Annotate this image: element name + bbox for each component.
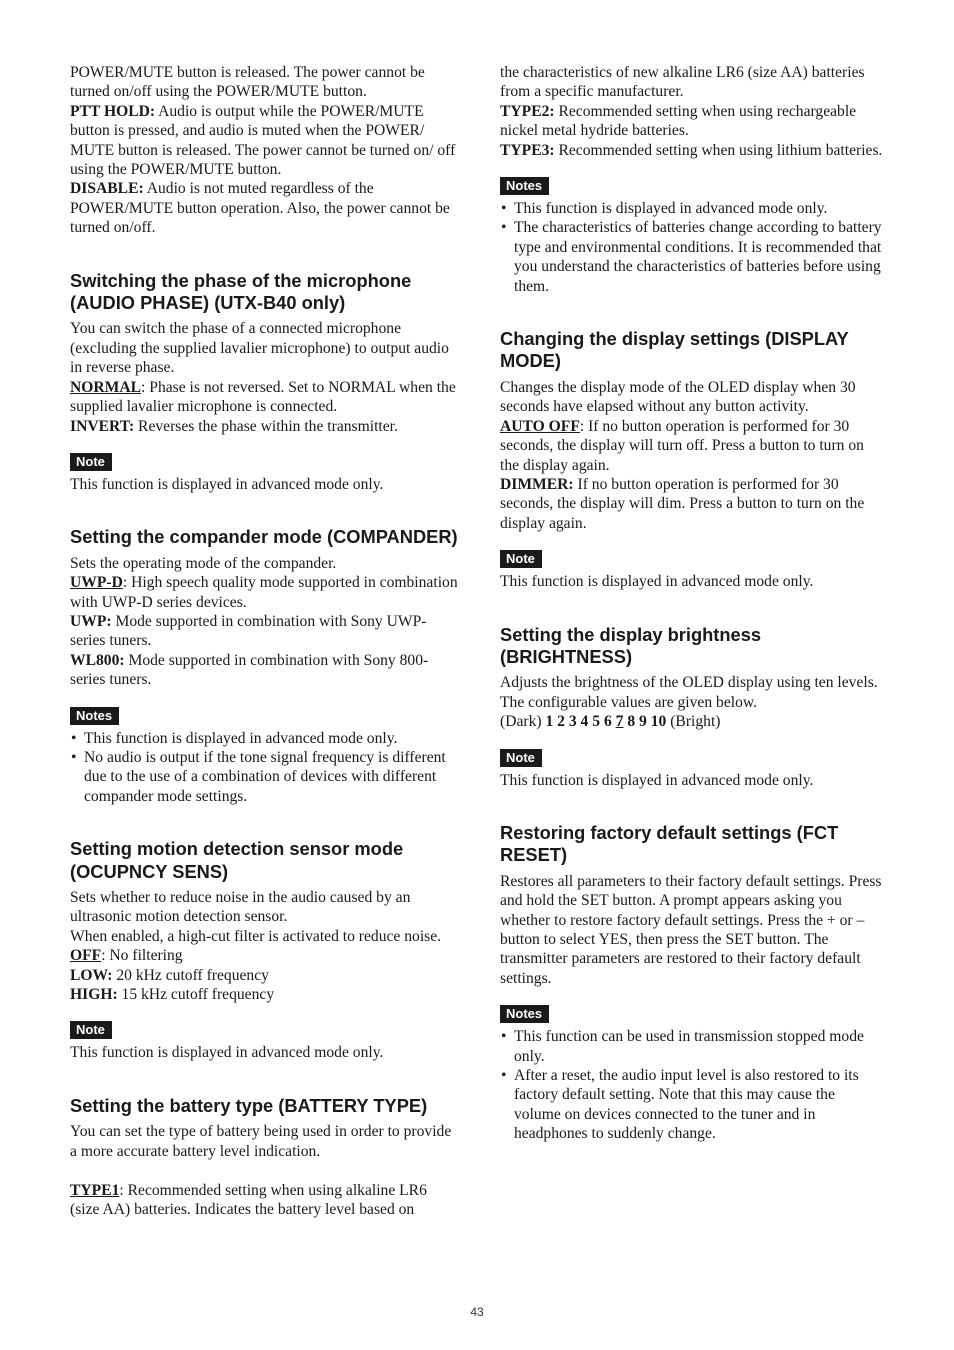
notes-badge: Notes: [500, 1005, 549, 1023]
note-badge: Note: [500, 749, 542, 767]
note-block: [500, 749, 884, 790]
section-display-mode: [500, 328, 884, 591]
option-label-default: OFF: [70, 947, 102, 965]
section-heading: Switching the phase of the microphone (AUDIO PHASE) (UTX-B40 only): [70, 269, 412, 314]
dark-label: (Dark): [500, 713, 546, 731]
option-label: INVERT:: [70, 417, 135, 435]
section-heading: Setting the display brightness (BRIGHTNESS): [500, 623, 762, 667]
notes-list: [500, 199, 884, 296]
option-text: : No filtering: [101, 947, 183, 965]
list-item: • No audio is output if the tone signal frequency is different due to the use of a combination of devices with different compander mode settings.: [70, 748, 458, 806]
brightness-scale: [500, 712, 884, 731]
uwpd-option: [70, 573, 458, 612]
uwp-option: [70, 612, 458, 651]
section-brightness: [500, 624, 884, 790]
section-description: Changes the display mode of the OLED display when 30 seconds have elapsed without any button activity.: [500, 378, 856, 416]
dimmer-option: [500, 475, 884, 533]
note-block: [70, 1021, 458, 1062]
notes-list: [500, 1027, 884, 1143]
option-text: Recommended setting when using rechargeable nickel metal hydride batteries.: [500, 102, 857, 140]
section-heading: Restoring factory default settings (FCT RESET): [500, 821, 839, 866]
normal-option: [70, 378, 458, 417]
option-label: PTT HOLD:: [70, 102, 156, 120]
option-label-default: UWP-D: [70, 574, 123, 592]
notes-list: [70, 729, 458, 807]
option-label: HIGH:: [70, 986, 118, 1004]
section-heading: Changing the display settings (DISPLAY MODE): [500, 328, 849, 372]
option-text: Audio is output while the POWER/MUTE button is pressed, and audio is muted when the POWER/ MUTE button is released. The power cannot be turned on/ off using the POWER/MUTE button.: [70, 102, 456, 179]
option-label: UWP:: [70, 612, 112, 630]
section-description: You can set the type of battery being used in order to provide a more accurate battery level indication.: [70, 1123, 452, 1160]
section-description: Adjusts the brightness of the OLED display using ten levels.: [500, 674, 878, 692]
page-number: 43: [470, 1305, 484, 1319]
option-label: LOW:: [70, 966, 113, 984]
option-label: DISABLE:: [70, 180, 144, 198]
note-block: [70, 453, 458, 494]
option-text: 15 kHz cutoff frequency: [117, 986, 275, 1004]
notes-block: [500, 1005, 884, 1143]
low-option: [70, 966, 458, 985]
section-ocupncy-sens: [70, 838, 458, 1063]
section-heading: Setting motion detection sensor mode (OCUPNCY SENS): [70, 838, 404, 882]
note-text: This function is displayed in advanced mode only.: [70, 475, 384, 493]
option-text: : Phase is not reversed. Set to NORMAL when the supplied lavalier microphone is connected.: [70, 378, 456, 416]
option-text: Audio is not muted regardless of the POWER/MUTE button operation. Also, the power cannot be turned on/off.: [70, 180, 450, 237]
section-compander: [70, 526, 458, 806]
list-item: • This function is displayed in advanced mode only.: [70, 729, 458, 748]
intro-paragraph: POWER/MUTE button is released. The power cannot be turned on/off using the POWER/MUTE button.: [70, 64, 425, 101]
list-item: • This function is displayed in advanced mode only.: [500, 199, 884, 218]
section-heading: Setting the compander mode (COMPANDER): [70, 526, 458, 548]
brightness-values: 1 2 3 4 5 6: [545, 713, 616, 731]
notes-block: [70, 707, 458, 807]
note-badge: Note: [70, 453, 112, 471]
brightness-values: 8 9 10: [623, 713, 667, 731]
option-label: TYPE2:: [500, 102, 555, 120]
section-description: You can switch the phase of a connected microphone (excluding the supplied lavalier microphone) to output audio in reverse phase.: [70, 320, 449, 377]
option-text: Reverses the phase within the transmitter.: [134, 417, 398, 435]
type1-continued: the characteristics of new alkaline LR6 (size AA) batteries from a specific manufacturer.: [500, 64, 865, 101]
invert-option: [70, 417, 458, 436]
right-column: [500, 63, 884, 1144]
option-label: WL800:: [70, 651, 125, 669]
option-text: : High speech quality mode supported in combination with UWP-D series devices.: [70, 574, 458, 611]
option-text: Mode supported in combination with Sony 800-series tuners.: [70, 651, 429, 689]
note-badge: Note: [70, 1021, 112, 1039]
option-label-default: TYPE1: [70, 1182, 120, 1200]
section-battery-type-continued: [500, 63, 884, 296]
section-description: Sets the operating mode of the compander.: [70, 554, 337, 572]
notes-block: [500, 177, 884, 296]
section-battery-type: [70, 1095, 458, 1220]
disable-option: [70, 179, 458, 237]
option-text: Mode supported in combination with Sony UWP-series tuners.: [70, 612, 427, 650]
option-label-default: AUTO OFF: [500, 417, 580, 435]
option-text: : Recommended setting when using alkaline LR6 (size AA) batteries. Indicates the battery level based on: [70, 1182, 427, 1219]
section-description: The configurable values are given below.: [500, 693, 758, 711]
section-audio-phase: [70, 270, 458, 495]
section-heading: Setting the battery type (BATTERY TYPE): [70, 1094, 428, 1116]
option-label: DIMMER:: [500, 475, 574, 493]
note-badge: Note: [500, 550, 542, 568]
note-text: This function is displayed in advanced mode only.: [500, 573, 814, 591]
section-intro-continued: [70, 63, 458, 238]
option-text: If no button operation is performed for 30 seconds, the display will dim. Press a button to turn on the display again.: [500, 475, 865, 532]
high-option: [70, 985, 458, 1004]
section-description: Sets whether to reduce noise in the audio caused by an ultrasonic motion detection sensor.: [70, 889, 411, 926]
notes-badge: Notes: [70, 707, 119, 725]
note-text: This function is displayed in advanced mode only.: [70, 1044, 384, 1062]
option-text: Recommended setting when using lithium batteries.: [554, 141, 883, 159]
type1-option: [70, 1181, 458, 1220]
option-label-default: NORMAL: [70, 378, 142, 396]
type3-option: [500, 141, 884, 160]
note-text: This function is displayed in advanced mode only.: [500, 771, 814, 789]
left-column: [70, 63, 458, 1220]
option-label: TYPE3:: [500, 141, 555, 159]
ptt-hold-option: [70, 102, 458, 180]
list-item: • After a reset, the audio input level is also restored to its factory default setting. Note that this may cause the volume on devices connected to the tuner and in headphones to suddenly change.: [500, 1066, 884, 1144]
auto-off-option: [500, 417, 884, 475]
type2-option: [500, 102, 884, 141]
section-fct-reset: [500, 822, 884, 1144]
off-option: [70, 946, 458, 965]
list-item: • The characteristics of batteries change according to battery type and environmental conditions. It is recommended that you understand the characteristics of batteries before using them.: [500, 218, 884, 296]
section-description: When enabled, a high-cut filter is activated to reduce noise.: [70, 927, 442, 945]
list-item: • This function can be used in transmission stopped mode only.: [500, 1027, 884, 1066]
option-text: 20 kHz cutoff frequency: [112, 966, 269, 984]
wl800-option: [70, 651, 458, 690]
brightness-default-value: 7: [615, 713, 624, 731]
option-text: : If no button operation is performed for 30 seconds, the display will turn off. Press a button to turn on the display again.: [500, 417, 864, 474]
notes-badge: Notes: [500, 177, 549, 195]
bright-label: (Bright): [666, 713, 721, 731]
note-block: [500, 550, 884, 591]
section-description: Restores all parameters to their factory default settings. Press and hold the SET button. A prompt appears asking you whether to restore factory default settings. Press the + or – button to select YES, then press the SET button. The transmitter parameters are restored to their factory default settings.: [500, 872, 882, 987]
